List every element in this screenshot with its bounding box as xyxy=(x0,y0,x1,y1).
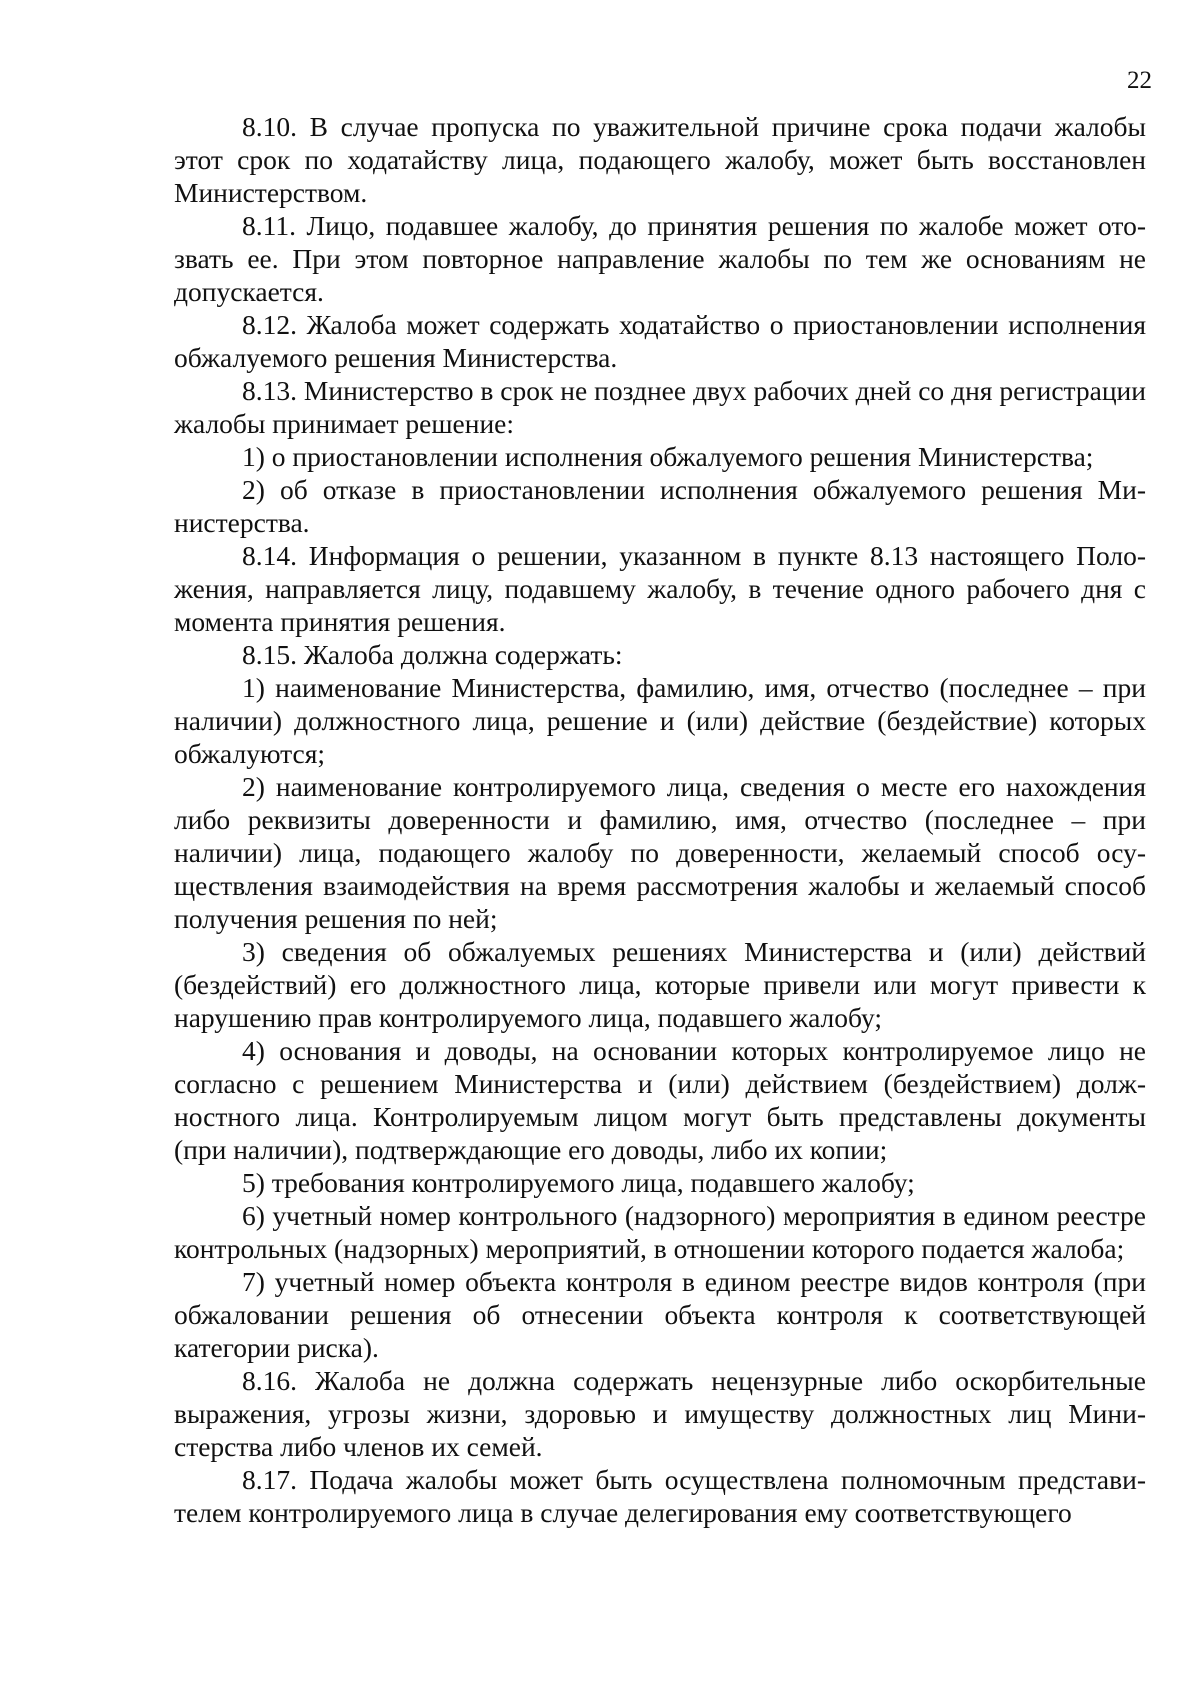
paragraph-8-13: 8.13. Министерство в срок не позднее двух рабочих дней со дня регистрации жалобы принимает решение: xyxy=(174,375,1146,439)
paragraph-8-15-item-6: 6) учетный номер контрольного (надзорного) мероприятия в едином реестре контрольных (надзорных) мероприятий, в отношении которого подается жалоба; xyxy=(174,1200,1146,1264)
paragraph-8-15-item-7: 7) учетный номер объекта контроля в едином реестре видов контроля (при обжаловании решения об отнесении объекта контроля к соответствующей категории риска). xyxy=(174,1266,1146,1363)
paragraph-8-15-item-4: 4) основания и доводы, на основании которых контролируемое лицо не согласно с решением Министерства и (или) действием (бездействием) должностного лица. Контролируемым лицом могут быть представлены документы (при наличии), подтверждающие его доводы, либо их копии; xyxy=(174,1035,1146,1165)
paragraph-8-17: 8.17. Подача жалобы может быть осуществлена полномочным представителем контролируемого лица в случае делегирования ему соответствующего xyxy=(174,1464,1146,1528)
paragraph-8-15-item-1: 1) наименование Министерства, фамилию, имя, отчество (последнее – при наличии) должностного лица, решение и (или) действие (бездействие) которых обжалуются; xyxy=(174,672,1146,769)
page-number: 22 xyxy=(1127,67,1152,94)
document-body xyxy=(174,110,1146,1529)
paragraph-8-15-item-3: 3) сведения об обжалуемых решениях Министерства и (или) действий (бездействий) его должностного лица, которые привели или могут привести к нарушению прав контролируемого лица, подавшего жалобу; xyxy=(174,936,1146,1033)
paragraph-8-15-item-2: 2) наименование контролируемого лица, сведения о месте его нахождения либо реквизиты доверенности и фамилию, имя, отчество (последнее – при наличии) лица, подающего жалобу по доверенности, желаемый способ осуществления взаимодействия на время рассмотрения жалобы и желаемый способ получения решения по ней; xyxy=(174,771,1146,934)
paragraph-8-15-item-5: 5) требования контролируемого лица, подавшего жалобу; xyxy=(242,1167,915,1198)
paragraph-8-11: 8.11. Лицо, подавшее жалобу, до принятия решения по жалобе может отозвать ее. При этом повторное направление жалобы по тем же основаниям не допускается. xyxy=(174,210,1146,307)
paragraph-8-15: 8.15. Жалоба должна содержать: xyxy=(242,639,623,670)
paragraph-8-13-item-2: 2) об отказе в приостановлении исполнения обжалуемого решения Министерства. xyxy=(174,474,1146,538)
paragraph-8-16: 8.16. Жалоба не должна содержать нецензурные либо оскорбительные выражения, угрозы жизни, здоровью и имуществу должностных лиц Министерства либо членов их семей. xyxy=(174,1365,1146,1462)
paragraph-8-12: 8.12. Жалоба может содержать ходатайство о приостановлении исполнения обжалуемого решения Министерства. xyxy=(174,309,1146,373)
paragraph-8-14: 8.14. Информация о решении, указанном в пункте 8.13 настоящего Положения, направляется лицу, подавшему жалобу, в течение одного рабочего дня с момента принятия решения. xyxy=(174,540,1146,637)
paragraph-8-13-item-1: 1) о приостановлении исполнения обжалуемого решения Министерства; xyxy=(242,441,1094,472)
paragraph-8-10: 8.10. В случае пропуска по уважительной причине срока подачи жалобы этот срок по ходатайству лица, подающего жалобу, может быть восстановлен Министерством. xyxy=(174,111,1146,208)
